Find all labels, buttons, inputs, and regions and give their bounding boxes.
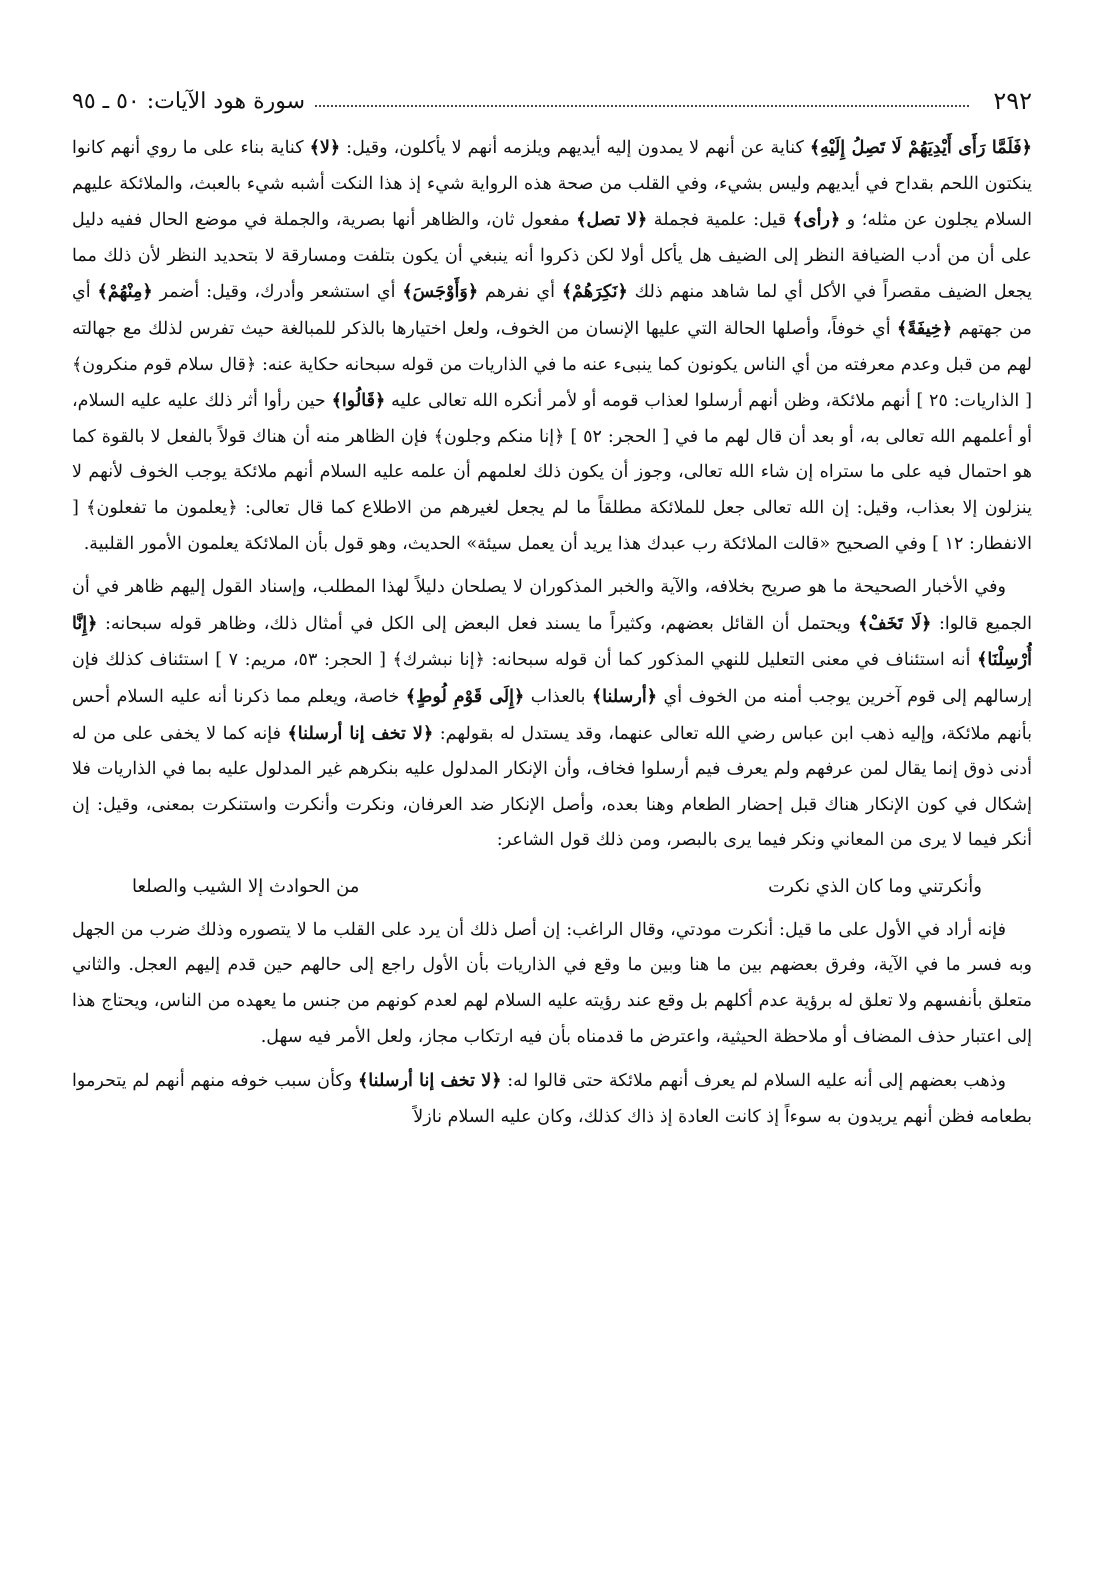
header-dotted-leader — [315, 105, 969, 107]
paragraph-group-before-poem — [72, 130, 1032, 859]
paragraph — [72, 913, 1032, 1055]
quran-quote: ﴿وَأَوْجَسَ﴾ — [402, 281, 479, 303]
quran-quote: ﴿لَا تَخَفْ﴾ — [858, 612, 932, 634]
text-segment: أي نفرهم — [478, 282, 562, 303]
text-segment: كناية عن أنهم لا يمدون إليه أيديهم ويلزمه أنهم لا يأكلون، وقيل: — [340, 138, 810, 158]
text-segment: أي خوفاً، وأصلها الحالة التي عليها الإنسان من الخوف، ولعل اختيارها بالذكر للمبالغة حيث تفرس لذلك مع جهالته لهم من قبل وعدم معرفته من أي الناس يكونون كما ينبىء عنه ما في الذاريات من قوله سبحانه حكاية عنه: — [72, 318, 1032, 375]
poem-hemistich-1: وأنكرتني وما كان الذي نكرت — [768, 875, 982, 897]
text-segment: خاصة، ويعلم مما ذكرنا أنه عليه السلام أحس بأنهم ملائكة، وإليه ذهب ابن عباس رضي الله تعالى عنهما، وقد يستدل له بقولهم: — [72, 686, 1032, 744]
quran-quote: ﴿لا﴾ — [309, 137, 341, 158]
text-segment: أنه استئناف في معنى التعليل للنهي المذكور كما أن قوله سبحانه: — [484, 650, 978, 671]
text-segment: ﴿قال سلام قوم منكرون﴾ — [72, 354, 257, 375]
text-segment: ﴿يعلمون ما تفعلون﴾ — [86, 497, 238, 518]
poem-verse — [72, 867, 1032, 913]
paragraph — [72, 130, 1032, 562]
quran-quote: ﴿نَكِرَهُمْ﴾ — [561, 281, 628, 303]
text-segment: قيل: علمية فجملة — [647, 210, 793, 231]
poem-hemistich-2: من الحوادث إلا الشيب والصلعا — [132, 875, 360, 897]
paragraph-group-after-poem — [72, 913, 1032, 1136]
text-segment: فإنه كما لا يخفى على من له أدنى ذوق إنما يقال لمن عرفهم ولم يعرف فيم أرسلوا فخاف، وأن الإنكار المدلول عليه بنكرهم غير المدلول عليه بما في الذاريات فلا إشكال في كون الإنكار هناك قبل إحضار الطعام وهنا بعده، وأصل الإنكار ضد العرفان، ونكرت وأنكرت واستنكرت بمعنى، وقيل: إن أنكر فيما لا يرى من المعاني ونكر فيما يرى بالبصر، ومن ذلك قول الشاعر: — [72, 723, 1032, 851]
quran-quote: ﴿إِنَّا أُرْسِلْنَا﴾ — [72, 612, 1032, 671]
text-segment: وذهب بعضهم إلى أنه عليه السلام لم يعرف أنهم ملائكة حتى قالوا له: — [501, 1071, 1006, 1092]
text-segment: [ الانفطار: ١٢ ] وفي الصحيح «قالت الملائكة رب عبدك هذا يريد أن يعمل سيئة» الحديث، وهو قول بأن الملائكة يعلمون الأمور القلبية. — [72, 497, 1032, 554]
text-segment: فإنه أراد في الأول على ما قيل: أنكرت مودتي، وقال الراغب: إن أصل ذلك أن يرد على القلب ما لا يتصوره وذلك ضرب من الجهل وبه فسر ما في الآية، وفرق بعضهم بين ما هنا وبين ما وقع في الذاريات بأن الأول راجع إلى حالهم حين قدم إليهم العجل. والثاني متعلق بأنفسهم ولا تعلق له برؤية عدم أكلهم بل وقع عند رؤيته عليه السلام لهم لعدم كونهم من جنس ما يعهده من الناس، ويحتاج هذا إلى اعتبار حذف المضاف أو ملاحظة الحيثية، واعترض ما قدمناه بأن فيه ارتكاب مجاز، ولعل الأمر فيه سهل. — [72, 919, 1032, 1047]
text-segment: أي استشعر وأدرك، وقيل: أضمر — [152, 282, 403, 303]
quran-quote: ﴿خِيفَةً﴾ — [897, 317, 953, 339]
text-segment: [ الذاريات: ٢٥ ] أنهم ملائكة، وظن أنهم أرسلوا لعذاب قومه أو لأمر أنكره الله تعالى عليه — [385, 391, 1032, 412]
quran-quote: ﴿قَالُوا﴾ — [331, 390, 386, 412]
surah-title: سورة هود الآيات: ٥٠ ـ ٩٥ — [72, 88, 306, 114]
quran-quote: ﴿لا تخف إنا أرسلنا﴾ — [358, 1070, 502, 1092]
text-segment: فإن الظاهر منه أن هناك قولاً بالفعل لا بالقوة كما هو احتمال فيه على ما ستراه إن شاء الله تعالى، وجوز أن يكون ذلك لعلمهم أن علمه عليه السلام أنهم ملائكة يوجب الخوف لأنهم لا ينزلون إلا بعذاب، وقيل: إن الله تعالى جعل للملائكة مطلقاً ما لم يجعل لغيرهم من الاطلاع كما قال تعالى: — [72, 426, 1032, 518]
text-segment: مفعول ثان، والظاهر أنها بصرية، والجملة في موضع الحال ففيه دليل على أن من أدب الضيافة النظر إلى الضيف هل يأكل أولا لكن ذكروا أنه ينبغي أن يكون بتلفت ومسارقة لا بتحديد النظر لأن ذلك مما يجعل الضيف مقصراً في الأكل أي لما شاهد منهم ذلك — [72, 210, 1032, 303]
body-text — [72, 130, 1032, 1135]
text-segment: كناية بناء على ما روي أنهم كانوا ينكتون اللحم بقداح في أيديهم وليس بشيء، وفي القلب من صحة هذه الرواية شيء إذ هذا النكت أشبه شيء بالعبث، والملائكة عليهم السلام يجلون عن مثله؛ و — [72, 138, 1032, 231]
paragraph — [72, 570, 1032, 859]
text-segment: ويحتمل أن القائل بعضهم، وكثيراً ما يسند فعل البعض إلى الكل في أمثال ذلك، وظاهر قوله سبحانه: — [97, 613, 859, 634]
text-segment: ﴿إنا نبشرك﴾ — [392, 650, 485, 671]
text-segment: بالعذاب — [524, 686, 592, 707]
quran-quote: ﴿لا تصل﴾ — [576, 209, 648, 231]
text-segment: أي من جهتهم — [72, 282, 1032, 339]
text-segment: حين رأوا أثر ذلك عليه عليه السلام، أو أعلمهم الله تعالى به، أو بعد أن قال لهم ما في [ الحجر: ٥٢ ] — [72, 391, 1032, 447]
text-segment: ﴿إنا منكم وجلون﴾ — [433, 426, 565, 447]
quran-quote: ﴿أرسلنا﴾ — [591, 685, 658, 707]
quran-quote: ﴿إِلَى قَوْمِ لُوطٍ﴾ — [405, 685, 525, 707]
quran-quote: ﴿مِنْهُمْ﴾ — [97, 281, 153, 303]
text-segment: [ الحجر: ٥٣، مريم: ٧ ] استئناف كذلك فإن إرسالهم إلى قوم آخرين يوجب أمنه من الخوف أي — [72, 650, 1032, 707]
quran-quote: ﴿لا تخف إنا أرسلنا﴾ — [287, 722, 434, 744]
quran-quote: ﴿رأى﴾ — [792, 209, 841, 231]
text-segment: وفي الأخبار الصحيحة ما هو صريح بخلافه، والآية والخبر المذكوران لا يصلحان دليلاً لهذا المطلب، وإسناد القول إليهم ظاهر في أن الجميع قالوا: — [72, 577, 1032, 634]
page-number: ٢٩٢ — [993, 87, 1032, 115]
text-segment: وكأن سبب خوفه منهم أنهم لم يتحرموا بطعامه فظن أنهم يريدون به سوءاً إذ كانت العادة إذ ذاك كذلك، وكان عليه السلام نازلاً — [72, 1071, 1032, 1127]
quran-quote: ﴿فَلَمَّا رَأَى أَيْدِيَهُمْ لَا تَصِلُ إِلَيْهِ﴾ — [809, 137, 1032, 158]
book-page — [72, 84, 1032, 1544]
paragraph — [72, 1063, 1032, 1135]
running-header — [72, 84, 1032, 118]
